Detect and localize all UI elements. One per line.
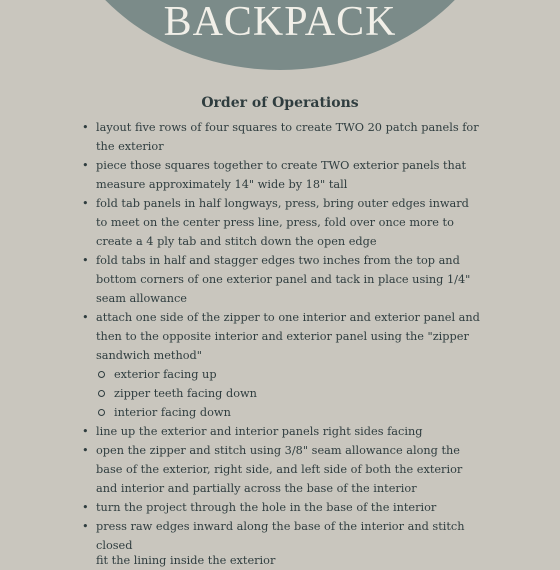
page-title: BACKPACK xyxy=(163,0,397,45)
substeps-list xyxy=(80,365,480,422)
bullet-icon: • xyxy=(82,197,89,210)
bullet-icon: • xyxy=(82,501,89,514)
sub-list-item xyxy=(80,403,480,422)
list-item xyxy=(80,118,480,156)
steps-list xyxy=(80,118,480,555)
list-item xyxy=(80,441,480,498)
list-item xyxy=(80,194,480,251)
circle-bullet-icon xyxy=(98,390,105,397)
step-text: turn the project through the hole in the base of the interior xyxy=(96,501,437,514)
list-item xyxy=(80,422,480,441)
step-text: layout five rows of four squares to create TWO 20 patch panels for the exterior xyxy=(96,121,479,153)
step-text: open the zipper and stitch using 3/8" seam allowance along the base of the exterior, right side, and left side of both the exterior and interior and partially across the base of the interior xyxy=(96,444,463,495)
sub-list-item xyxy=(80,365,480,384)
bullet-icon: • xyxy=(82,159,89,172)
bullet-icon: • xyxy=(82,425,89,438)
list-item xyxy=(80,156,480,194)
step-text: piece those squares together to create TWO exterior panels that measure approximately 14" wide by 18" tall xyxy=(96,159,467,191)
circle-bullet-icon xyxy=(98,409,105,416)
bullet-icon: • xyxy=(82,444,89,457)
bullet-icon: • xyxy=(82,121,89,134)
substep-group xyxy=(80,365,480,422)
bullet-icon: • xyxy=(82,254,89,267)
bullet-icon: • xyxy=(82,311,89,324)
list-item xyxy=(80,498,480,517)
substep-text: exterior facing up xyxy=(114,368,217,381)
step-text: fold tabs in half and stagger edges two inches from the top and bottom corners of one exterior panel and tack in place using 1/4" seam allowance xyxy=(96,254,471,305)
substep-text: zipper teeth facing down xyxy=(114,387,257,400)
substep-text: interior facing down xyxy=(114,406,231,419)
cutoff-step-text: fit the lining inside the exterior xyxy=(96,554,276,567)
step-text: line up the exterior and interior panels right sides facing xyxy=(96,425,423,438)
circle-bullet-icon xyxy=(98,371,105,378)
list-item xyxy=(80,308,480,365)
step-text: attach one side of the zipper to one interior and exterior panel and then to the opposite interior and exterior panel using the "zipper sandwich method" xyxy=(96,311,480,362)
list-item xyxy=(80,251,480,308)
sub-list-item xyxy=(80,384,480,403)
list-item xyxy=(80,517,480,555)
step-text: fold tab panels in half longways, press, bring outer edges inward to meet on the center press line, press, fold over once more to create a 4 ply tab and stitch down the open edge xyxy=(96,197,469,248)
bullet-icon: • xyxy=(82,520,89,533)
step-text: press raw edges inward along the base of the interior and stitch closed xyxy=(96,520,465,552)
section-heading: Order of Operations xyxy=(201,95,359,111)
